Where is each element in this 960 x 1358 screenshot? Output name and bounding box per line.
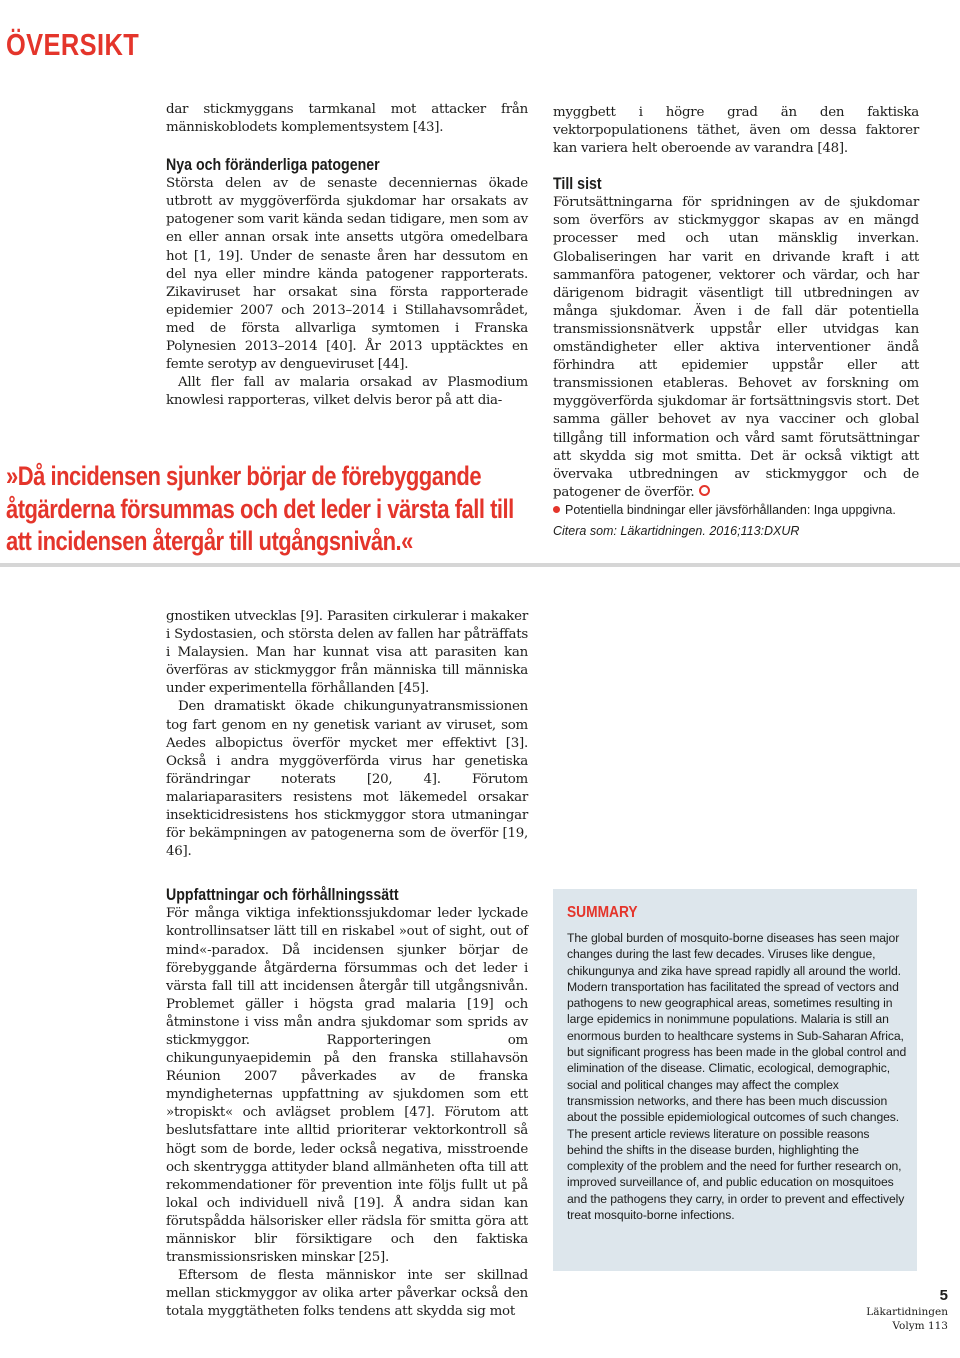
section-heading: Till sist (553, 175, 602, 194)
summary-title: SUMMARY (567, 904, 638, 921)
pull-quote-text: »Då incidensen sjunker börjar de förebyggande åtgärderna försummas och det leder i värsta fall till att incidensen återgår till utgångsnivån.« (6, 461, 514, 556)
paragraph: Eftersom de flesta människor inte ser skillnad mellan stickmyggor av olika arter påverkar också den totala myggtätheten folks tendens att skydda sig mot (166, 1268, 528, 1320)
top-left-column (166, 101, 528, 410)
conflict-text: Potentiella bindningar eller jävsförhållanden: Inga uppgivna. (565, 503, 896, 517)
section-label: ÖVERSIKT (6, 27, 140, 62)
page-footer (866, 1287, 948, 1333)
paragraph: dar stickmyggans tarmkanal mot attacker från människoblodets komplementsystem [43]. (166, 102, 528, 136)
section-heading: Uppfattningar och förhållningssätt (166, 886, 399, 905)
citation: Citera som: Läkartidningen. 2016;113:DXUR (553, 524, 800, 538)
footnote (553, 502, 933, 540)
conclusion-text: Förutsättningarna för spridningen av de sjukdomar som överförs av stickmyggor skapas av en mängd processer med och utan mänsklig inverkan. Globaliseringen har varit en drivande kraft i att sammanföra patogener, vektorer och värdar, och har därigenom bidragit väsentligt till utbredningen av många sjukdomar. Även i de fall där potentiella transmissionsnätverk uppstår eller utvidgas kan omständigheter eller aktiva interventioner ändå förhindra att epidemier uppstår eller att transmissionen etableras. Behovet av forskning om myggöverförda sjukdomar är fortsättningsvis stort. Det samma gäller behovet av nya vacciner och global tillgång till information och vård samt förutsättningar att skydda sig mot smitta. Det är också viktigt att övervaka utbredningen av stickmyggor och de patogener de överför. (553, 195, 919, 500)
paragraph: gnostiken utvecklas [9]. Parasiten cirkulerar i makaker i Sydostasien, och största delen av fallen har påträffats i Malaysien. Man har kunnat visa att parasiten kan överföras av stickmyggor från människa till människa under experimentella förhållanden [45]. (166, 609, 528, 697)
paragraph: Den dramatiskt ökade chikungunyatransmissionen tog fart genom en ny genetisk variant av viruset, som Aedes albopictus överför mycket mer effektivt [3]. Också i andra myggöverförda virus har genetiska förändringar noterats [20, 4]. Förutom malariaparasiters resistens mot läkemedel orsakar insekticidresistens hos stickmyggor stora utmaningar för bekämpningen av patogenerna som de överför [19, 46]. (166, 699, 528, 860)
summary-box (553, 889, 917, 1271)
paragraph (553, 194, 919, 502)
conflict-line (553, 502, 933, 519)
summary-text: The global burden of mosquito-borne diseases has seen major changes during the last few decades. Viruses like dengue, chikungunya and zika have spread rapidly all around the world. Modern transportation has facilitated the spread of vectors and pathogens to new geographical areas, sometimes resulting in large epidemics in nonimmune populations. Malaria is still an enormous burden to healthcare systems in Sub-Saharan Africa, but significant progress has been made in the global control and elimination of the disease. Climatic, ecological, demographic, social and political changes may affect the complex transmission networks, and there has been much discussion about the possible epidemiological outcomes of such changes. The present article reviews literature on possible reasons behind the shifts in the disease burden, highlighting the complexity of the problem and the need for further research on, improved surveillance of, and public education on mosquitoes and the pathogens they carry, in order to prevent and effectively treat mosquito-borne infections. (567, 931, 907, 1223)
paragraph: Allt fler fall av malaria orsakad av Plasmodium knowlesi rapporteras, vilket delvis beror på att dia- (166, 375, 528, 409)
paragraph: Största delen av de senaste decenniernas ökade utbrott av myggöverförda sjukdomar har orsakats av patogener som varit kända sedan tidigare, men som av en eller annan orsak inte ansetts utgöra omedelbara hot [1, 19]. Under de senaste åren har dessutom en del nya eller mindre kända patogener rapporterats. Zikaviruset har orsakat sina första rapporterade epidemier 2007 och 2013–2014 i Stillahavsområdet, med de första allvarliga symtomen i Franska Polynesien 2013–2014 [40]. År 2013 upptäcktes en femte serotyp av dengueviruset [44]. (166, 176, 528, 373)
journal-name: Läkartidningen (866, 1306, 948, 1318)
bullet-dot-icon (553, 506, 560, 513)
divider (0, 563, 960, 567)
section-heading: Nya och föränderliga patogener (166, 156, 380, 175)
top-right-column (553, 104, 919, 502)
volume: Volym 113 (892, 1320, 948, 1332)
bottom-left-column (166, 608, 528, 1321)
pull-quote (6, 460, 536, 558)
paragraph: myggbett i högre grad än den faktiska vektorpopulationens täthet, även om dessa faktorer kan variera helt oberoende av varandra [48]. (553, 105, 919, 157)
paragraph: För många viktiga infektionssjukdomar leder lyckade kontrollinsatser lätt till en riskabel »out of sight, out of mind«-paradox. Då incidensen sjunker börjar de förebyggande åtgärderna försummas och det leder i värsta fall till att incidensen återgår till utgångsnivån. Problemet gäller i högsta grad malaria [19] och åtminstone i viss mån andra sjukdomar som sprids av stickmyggor. Rapporteringen om chikungunyaepidemin på den franska stillahavsön Réunion 2007 påverkades av de franska myndigheternas uppfattning av sjukdomen som ett »tropiskt« och avlägset problem [47]. Förutom att beslutsfattare inte alltid prioriterar vektorkontroll så högt som de borde, leder också negativa, misstroende och skentrygga attityder bland allmänheten ofta till att rekommendationer för prevention inte följs fullt ut på lokal och individuell nivå [19]. Å andra sidan kan förutspådda hälsorisker eller rädsla för smitta göra att människor blir försiktigare och den faktiska transmissionsrisken minskar [25]. (166, 906, 528, 1266)
end-mark-icon (699, 485, 710, 496)
page-number: 5 (939, 1287, 948, 1304)
